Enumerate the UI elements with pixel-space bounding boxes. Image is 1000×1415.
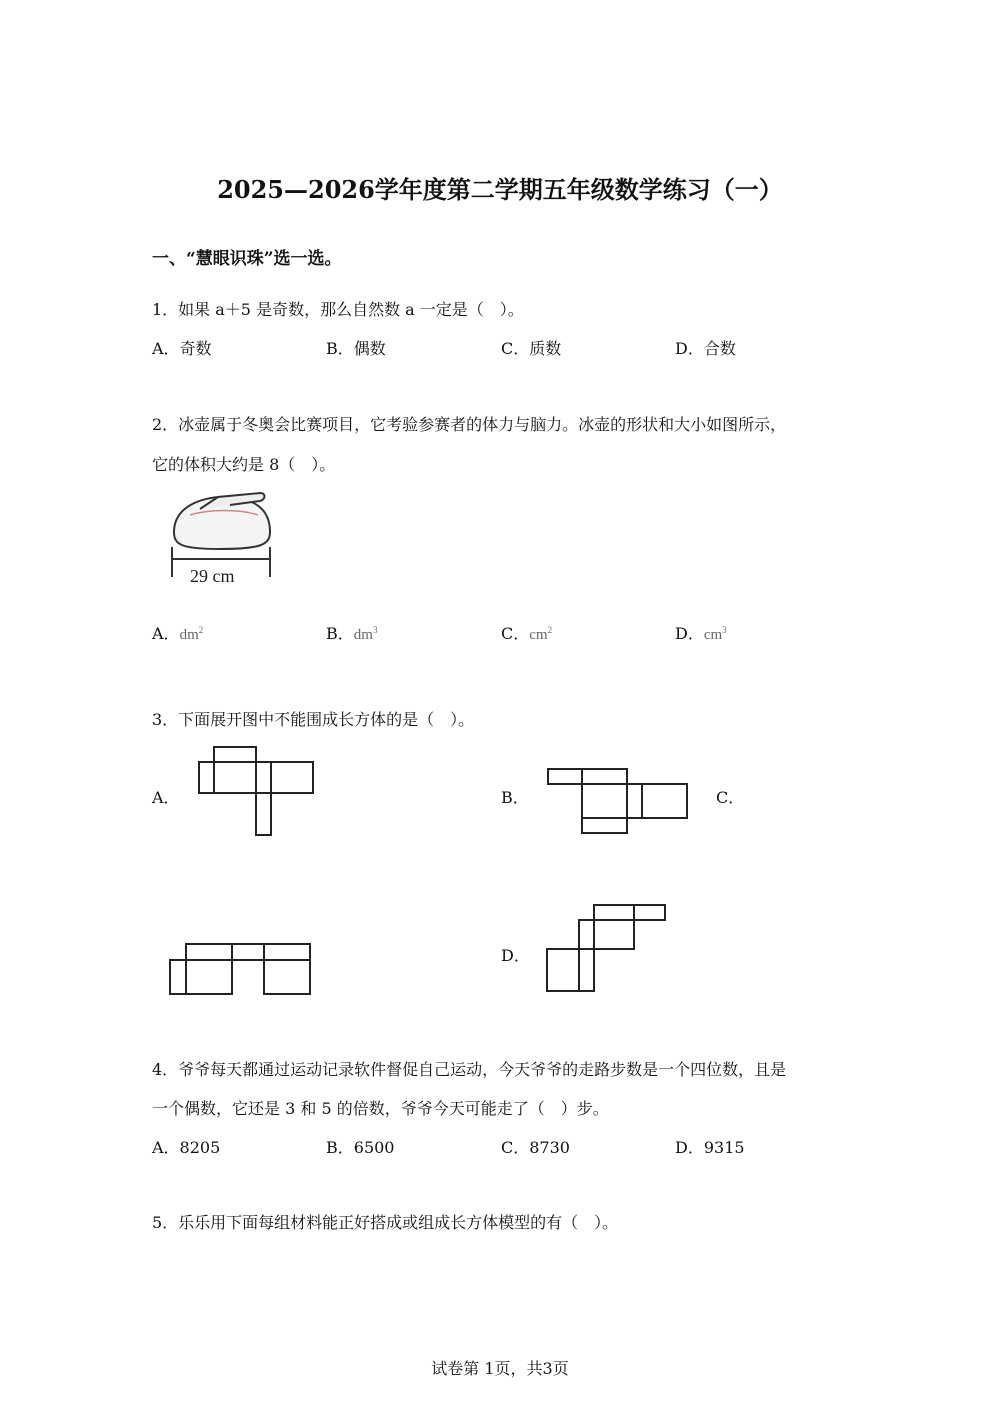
q4-option-c[interactable]: C．8730 [501,1138,570,1157]
q2-option-d[interactable]: D．$cm^3$ [675,624,727,643]
curling-size-label: 29 cm [190,566,235,586]
section-heading: 一、“慧眼识珠”选一选。 [152,249,342,269]
q3-option-d-label[interactable]: D． [501,946,530,965]
q2-option-a[interactable]: A．$dm^2$ [152,624,204,643]
question-2-line-1: 2．冰壶属于冬奥会比赛项目，它考验参赛者的体力与脑力。冰壶的形状和大小如图所示， [152,415,787,434]
q1-option-b[interactable]: B．偶数 [326,339,386,358]
unit-cm2: $cm^2$ [529,625,553,643]
unit-dm3: $dm^3$ [353,625,378,643]
q1-option-c[interactable]: C．质数 [501,339,562,358]
q1-option-d[interactable]: D．合数 [675,339,736,358]
question-4-line-1: 4．爷爷每天都通过运动记录软件督促自己运动，今天爷爷的走路步数是一个四位数，且是 [152,1060,787,1079]
page-footer: 试卷第 1页，共3页 [431,1359,569,1378]
q2-option-c[interactable]: C．$cm^2$ [501,624,553,643]
q3-option-b-label[interactable]: B． [501,788,529,807]
q2-option-b[interactable]: B．$dm^3$ [326,624,378,643]
q4-option-a[interactable]: A．8205 [152,1138,221,1157]
question-1-text: 1．如果 a＋5 是奇数，那么自然数 a 一定是（ ）。 [152,300,524,319]
question-2-line-2: 它的体积大约是 8（ ）。 [152,455,336,474]
question-4-line-2: 一个偶数，它还是 3 和 5 的倍数，爷爷今天可能走了（ ）步。 [152,1099,609,1118]
question-3-text: 3．下面展开图中不能围成长方体的是（ ）。 [152,710,475,729]
unit-dm2: $dm^2$ [179,625,204,643]
q3-option-a-label[interactable]: A． [152,788,180,807]
q1-option-a[interactable]: A．奇数 [152,339,212,358]
q4-option-d[interactable]: D．9315 [675,1138,745,1157]
question-5-text: 5．乐乐用下面每组材料能正好搭成或组成长方体模型的有（ ）。 [152,1213,619,1232]
page-title: 2025—2026学年度第二学期五年级数学练习（一） [217,175,783,204]
unit-cm3: $cm^3$ [703,625,727,643]
q3-option-c-label[interactable]: C． [716,788,745,807]
q4-option-b[interactable]: B．6500 [326,1138,395,1157]
